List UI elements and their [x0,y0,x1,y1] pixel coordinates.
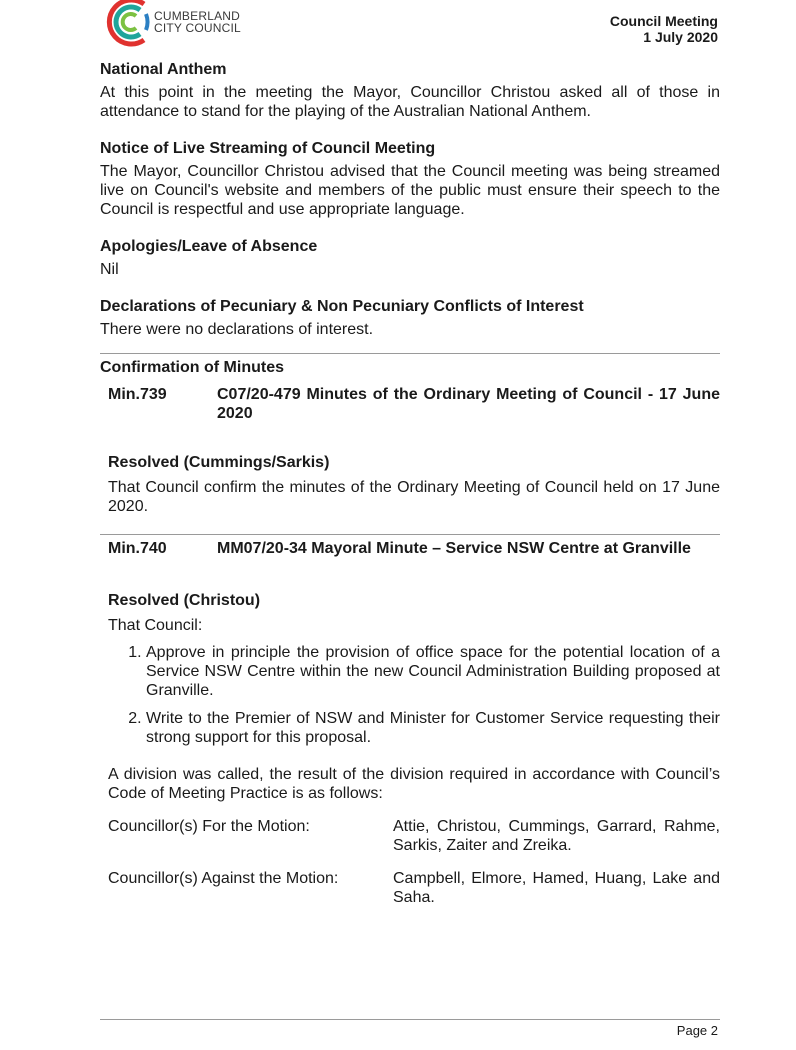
minute-number: Min.740 [108,540,167,557]
list-item: 1. Approve in principle the provision of office space for the potential location of a Service NSW Centre within the new Council Administration Building proposed at Granville. [146,643,720,700]
resolution-intro: That Council: [108,617,203,634]
section-title: Apologies/Leave of Absence [100,238,318,255]
minute-739-heading [100,385,720,423]
council-logo-icon [100,0,152,50]
section-body: At this point in the meeting the Mayor, Councillor Christou asked all of those in attendance to stand for the playing of the Australian National Anthem. [100,84,720,120]
meeting-name: Council Meeting [609,13,718,29]
minute-739-resolution [100,453,720,516]
footer-divider [100,1019,720,1020]
logo-line-2: CITY COUNCIL [154,21,241,35]
section-body: Nil [100,261,119,278]
logo-line-1: CUMBERLAND [154,9,241,23]
section-title: Notice of Live Streaming of Council Meeting [100,140,436,157]
section-anthem [100,60,720,121]
divider [100,534,720,535]
section-apologies [100,237,720,279]
resolution-body: That Council confirm the minutes of the Ordinary Meeting of Council held on 17 June 2020. [108,479,720,515]
section-title: Declarations of Pecuniary & Non Pecuniary Conflicts of Interest [100,298,584,315]
section-title: National Anthem [100,61,227,78]
vote-for-label: Councillor(s) For the Motion: [108,818,310,835]
page-number: Page 2 [676,1023,718,1038]
minute-title: MM07/20-34 Mayoral Minute – Service NSW Centre at Granville [217,540,691,557]
resolved-heading: Resolved (Christou) [108,592,261,609]
section-declarations [100,297,720,339]
minute-number: Min.739 [108,386,167,403]
section-streaming [100,139,720,219]
meeting-date: 1 July 2020 [643,29,718,45]
resolved-heading: Resolved (Cummings/Sarkis) [108,454,330,471]
section-body: There were no declarations of interest. [100,321,374,338]
section-title-confirmation: Confirmation of Minutes [100,359,284,376]
divider [100,353,720,354]
vote-against-names: Campbell, Elmore, Hamed, Huang, Lake and Saha. [393,870,720,906]
division-text: A division was called, the result of the division required in accordance with Council’s Code of Meeting Practice is as follows: [108,766,720,802]
minute-740-resolution [100,591,720,907]
logo-wordmark [154,10,241,34]
vote-for-names: Attie, Christou, Cummings, Garrard, Rahme, Sarkis, Zaiter and Zreika. [393,818,720,854]
vote-against-label: Councillor(s) Against the Motion: [108,870,339,887]
header-meeting-info [610,13,718,45]
document-body [100,60,720,907]
council-logo [100,0,260,50]
vote-against-row [108,869,720,907]
section-body: The Mayor, Councillor Christou advised that the Council meeting was being streamed live on Council's website and members of the public must ensure their speech to the Council is respectful and use appropriate language. [100,163,720,218]
resolution-list [108,643,720,747]
minute-title: C07/20-479 Minutes of the Ordinary Meeting of Council - 17 June 2020 [217,386,720,422]
minute-740-heading [100,539,720,558]
list-item: 2. Write to the Premier of NSW and Minister for Customer Service requesting their strong support for this proposal. [146,709,720,747]
vote-for-row [108,817,720,855]
